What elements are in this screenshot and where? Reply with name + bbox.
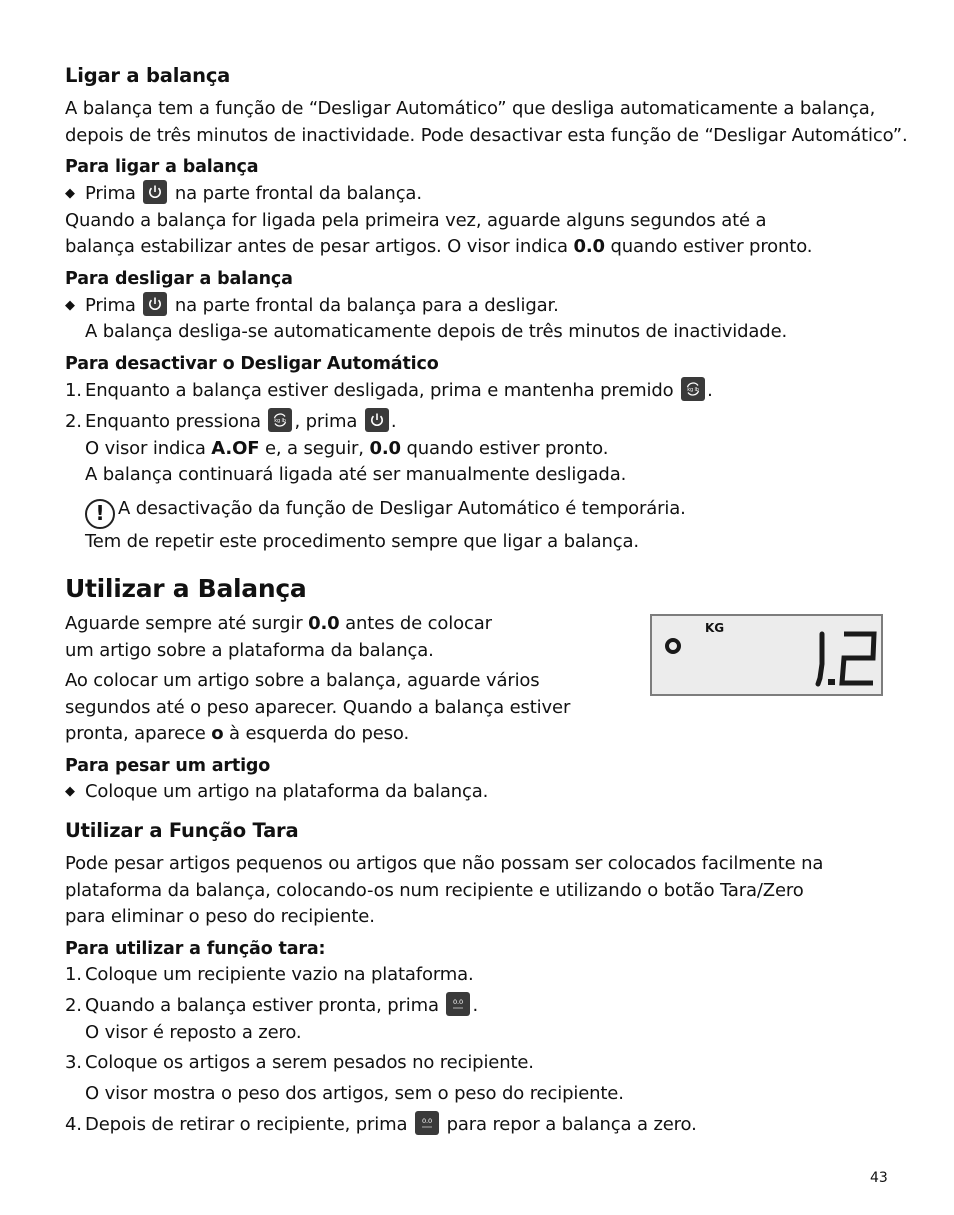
decimal-point [828, 679, 835, 685]
subtitle-para-desligar: Para desligar a balança [65, 268, 293, 289]
warning-note-2: Tem de repetir este procedimento sempre que ligar a balança. [85, 530, 639, 552]
power-button-icon [365, 408, 389, 432]
section-title-tara: Utilizar a Função Tara [65, 819, 299, 842]
tare-button-icon [446, 992, 470, 1016]
desactivar-visor: O visor indica A.OF e, a seguir, 0.0 quando estiver pronto. [85, 437, 609, 459]
svg-text:kg lb: kg lb [687, 386, 699, 393]
tara-step-3: 3. Coloque os artigos a serem pesados no recipiente. [65, 1052, 534, 1073]
tara-line-3: para eliminar o peso do recipiente. [65, 906, 375, 927]
desactivar-step-2: 2. Enquanto pressiona kg lb , prima . [65, 408, 895, 436]
manual-page [65, 58, 908, 1139]
utilizar-p1-line-2: um artigo sobre a plataforma da balança. [65, 639, 434, 661]
para-desligar-note: A balança desliga-se automaticamente depois de três minutos de inactividade. [85, 321, 788, 342]
ligar-intro-line-2: depois de três minutos de inactividade. Pode desactivar esta função de “Desligar Automático”. [65, 124, 908, 146]
tara-step-3-note: O visor mostra o peso dos artigos, sem o peso do recipiente. [85, 1082, 624, 1104]
digit-two [842, 634, 874, 683]
tara-line-2: plataforma da balança, colocando-os num recipiente e utilizando o botão Tara/Zero [65, 879, 804, 901]
subtitle-para-ligar: Para ligar a balança [65, 157, 259, 177]
display-unit: KG [705, 621, 725, 635]
para-ligar-step: ◆ Prima na parte frontal da balança. [65, 180, 895, 208]
ligar-intro-line-1: A balança tem a função de “Desligar Automático” que desliga automaticamente a balança, [65, 98, 876, 119]
utilizar-p2-line-2: segundos até o peso aparecer. Quando a balança estiver [65, 696, 571, 718]
utilizar-p1-line-1: Aguarde sempre até surgir 0.0 antes de colocar [65, 613, 492, 634]
svg-text:kg lb: kg lb [274, 418, 287, 424]
tara-step-2-note: O visor é reposto a zero. [85, 1021, 302, 1043]
tara-line-1: Pode pesar artigos pequenos ou artigos que não possam ser colocados facilmente na [65, 853, 824, 874]
tara-step-4: 4. Depois de retirar o recipiente, prima 0.0 para repor a balança a zero. [65, 1111, 895, 1139]
para-desligar-step: ◆ Prima na parte frontal da balança para a desligar. [65, 292, 895, 320]
subtitle-desactivar: Para desactivar o Desligar Automático [65, 353, 439, 374]
unit-button-icon [681, 377, 705, 401]
subtitle-pesar: Para pesar um artigo [65, 755, 271, 776]
display-digits [652, 616, 881, 694]
bullet-icon: ◆ [65, 186, 75, 201]
bullet-icon: ◆ [65, 297, 75, 313]
warning-note: ! A desactivação da função de Desligar Automático é temporária. [65, 496, 895, 529]
tara-step-2: 2. Quando a balança estiver pronta, prima 0.0 . [65, 992, 895, 1020]
para-ligar-note-1: Quando a balança for ligada pela primeira vez, aguarde alguns segundos até a [65, 209, 767, 231]
section-title-utilizar: Utilizar a Balança [65, 574, 307, 603]
tare-button-label: 0.0 [422, 1117, 432, 1125]
power-button-icon [143, 180, 167, 204]
digit-one [818, 634, 822, 684]
subtitle-usar-tara: Para utilizar a função tara: [65, 938, 326, 959]
tare-button-icon [415, 1111, 439, 1135]
utilizar-p2-line-1: Ao colocar um artigo sobre a balança, aguarde vários [65, 670, 540, 691]
power-button-icon [143, 292, 167, 316]
utilizar-p2-line-3: pronta, aparece o à esquerda do peso. [65, 723, 410, 744]
warning-icon: ! [85, 499, 115, 529]
desactivar-step-1: 1. Enquanto a balança estiver desligada, prima e mantenha premido kg lb . [65, 377, 895, 405]
tare-button-label: 0.0 [453, 998, 464, 1006]
scale-display-illustration [650, 614, 883, 696]
bullet-icon: ◆ [65, 783, 75, 799]
unit-button-icon [268, 408, 292, 432]
section-title-ligar: Ligar a balança [65, 64, 231, 87]
desactivar-continua: A balança continuará ligada até ser manualmente desligada. [85, 464, 627, 485]
page-number: 43 [870, 1170, 888, 1186]
pesar-step: ◆ Coloque um artigo na plataforma da balança. [65, 779, 895, 806]
tara-step-1: 1. Coloque um recipiente vazio na plataforma. [65, 963, 474, 985]
para-ligar-note-2: balança estabilizar antes de pesar artigos. O visor indica 0.0 quando estiver pronto. [65, 236, 813, 257]
